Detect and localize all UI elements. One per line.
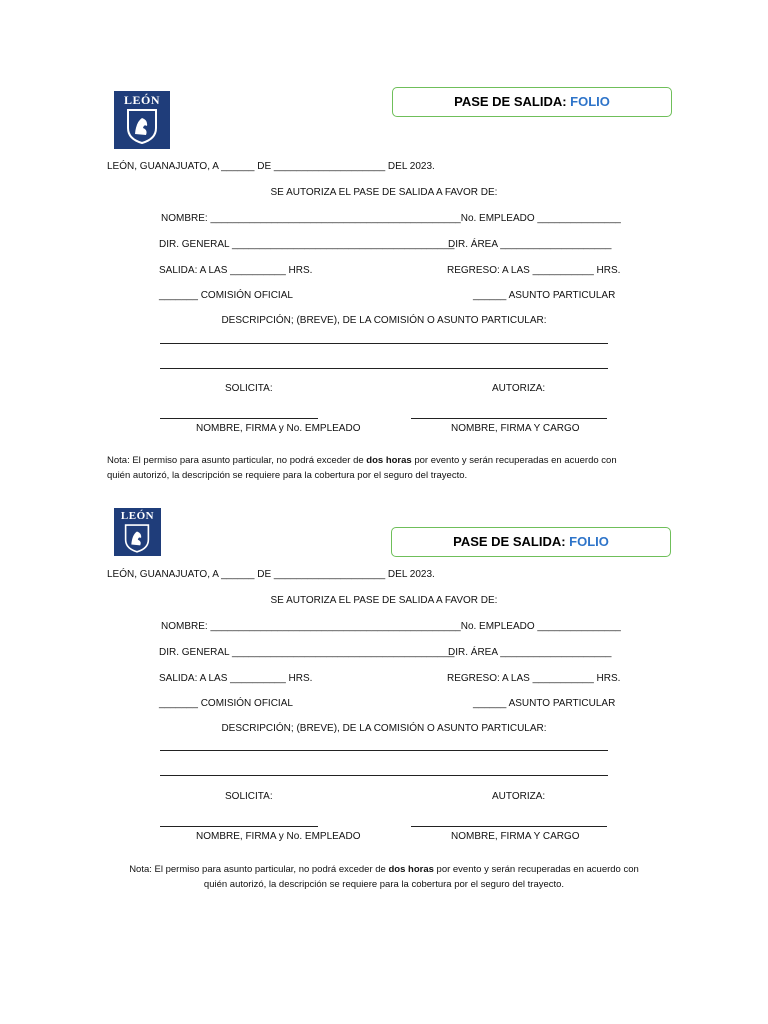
descripcion-line: DESCRIPCIÓN; (BREVE), DE LA COMISIÓN O ASUNTO PARTICULAR: [221,315,547,326]
signature-label-right: NOMBRE, FIRMA Y CARGO [451,831,580,842]
autoriza-label: AUTORIZA: [492,791,546,802]
salida-line: SALIDA: A LAS __________ HRS. [159,265,313,276]
description-rule-2 [160,368,608,369]
dir-general-line: DIR. GENERAL ________________________________________ [159,239,455,250]
comision-line: _______ COMISIÓN OFICIAL [159,698,293,709]
shield-icon [124,523,150,553]
description-rule-1 [160,750,608,751]
comision-line: _______ COMISIÓN OFICIAL [159,290,293,301]
solicita-label: SOLICITA: [225,791,273,802]
regreso-line: REGRESO: A LAS ___________ HRS. [447,673,621,684]
nombre-line: NOMBRE: _____________________________________________No. EMPLEADO _______________ [161,621,621,632]
regreso-line: REGRESO: A LAS ___________ HRS. [447,265,621,276]
nota: Nota: El permiso para asunto particular, no podrá exceder de dos horas por evento y serán recuperadas en acuerdo con quién autorizó, la descripción se requiere para la cobertura por el seguro del trayecto. [107,455,617,481]
autoriza-label: AUTORIZA: [492,383,546,394]
asunto-line: ______ ASUNTO PARTICULAR [473,290,616,301]
leon-logo: LEÓN [114,508,161,556]
leon-logo: LEÓN [114,91,170,149]
signature-label-left: NOMBRE, FIRMA y No. EMPLEADO [196,831,361,842]
nota: Nota: El permiso para asunto particular, no podrá exceder de dos horas por evento y serán recuperadas en acuerdo con quién autorizó, la descripción se requiere para la cobertura por el seguro del trayecto. [129,864,639,890]
authorize-line: SE AUTORIZA EL PASE DE SALIDA A FAVOR DE: [270,187,498,198]
folio-value: FOLIO [569,534,609,549]
signature-label-right: NOMBRE, FIRMA Y CARGO [451,423,580,434]
shield-icon [126,108,158,144]
folio-value: FOLIO [570,94,610,109]
exit-pass-form-1 [0,0,768,481]
dir-general-line: DIR. GENERAL ________________________________________ [159,647,455,658]
nombre-line: NOMBRE: _____________________________________________No. EMPLEADO _______________ [161,213,621,224]
folio-label: PASE DE SALIDA: [454,94,567,109]
description-rule-2 [160,775,608,776]
folio-label: PASE DE SALIDA: [453,534,566,549]
asunto-line: ______ ASUNTO PARTICULAR [473,698,616,709]
salida-line: SALIDA: A LAS __________ HRS. [159,673,313,684]
signature-rule-left [160,826,318,827]
description-rule-1 [160,343,608,344]
authorize-line: SE AUTORIZA EL PASE DE SALIDA A FAVOR DE: [270,595,498,606]
signature-rule-right [411,826,607,827]
signature-label-left: NOMBRE, FIRMA y No. EMPLEADO [196,423,361,434]
folio-box [392,87,672,117]
date-line: LEÓN, GUANAJUATO, A ______ DE ____________________ DEL 2023. [107,161,435,172]
date-line: LEÓN, GUANAJUATO, A ______ DE ____________________ DEL 2023. [107,569,435,580]
exit-pass-form-2 [0,408,768,890]
dir-area-line: DIR. ÁREA ____________________ [448,647,612,658]
descripcion-line: DESCRIPCIÓN; (BREVE), DE LA COMISIÓN O ASUNTO PARTICULAR: [221,723,547,734]
dir-area-line: DIR. ÁREA ____________________ [448,239,612,250]
solicita-label: SOLICITA: [225,383,273,394]
folio-box [391,527,671,557]
